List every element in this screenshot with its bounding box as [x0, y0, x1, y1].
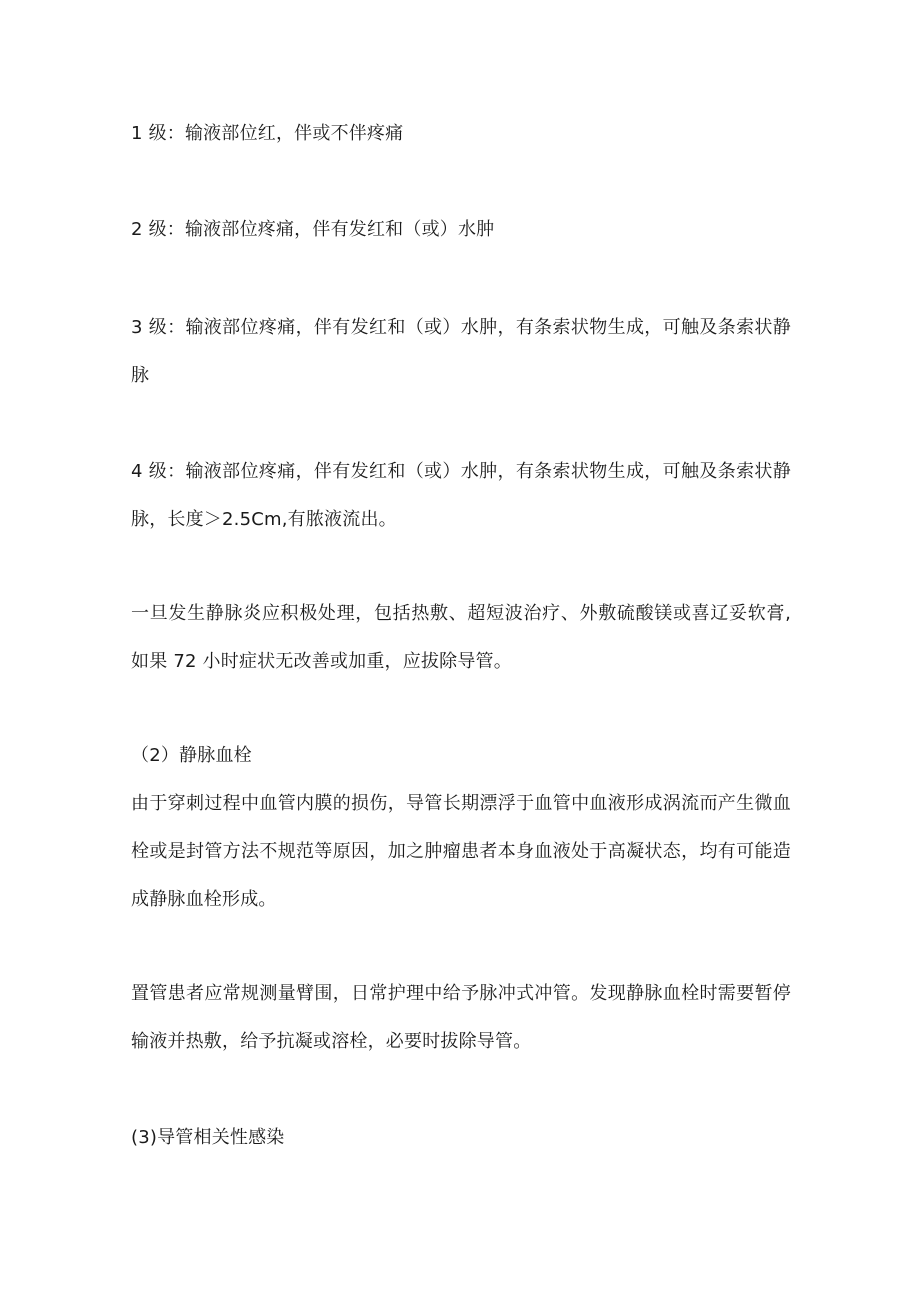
thrombosis-heading [131, 732, 791, 780]
grade-1-paragraph [131, 110, 791, 158]
phlebitis-treatment-line-1: 一旦发生静脉炎应积极处理，包括热敷、超短波治疗、外敷硫酸镁或喜辽妥软膏, [131, 603, 791, 624]
thrombosis-cause-paragraph [131, 780, 791, 924]
thrombosis-cause-line-1: 由于穿刺过程中血管内膜的损伤，导管长期漂浮于血管中血液形成涡流而产生微血 [131, 793, 791, 814]
phlebitis-treatment-paragraph [131, 590, 791, 686]
grade-2-paragraph [131, 206, 791, 254]
grade-4-line-2: 脉，长度＞2.5Cm,有脓液流出。 [131, 509, 397, 530]
infection-heading-text: (3)导管相关性感染 [131, 1127, 285, 1148]
thrombosis-care-paragraph [131, 970, 791, 1066]
grade-3-line-1: 3 级：输液部位疼痛，伴有发红和（或）水肿，有条索状物生成，可触及条索状静 [131, 317, 791, 338]
grade-2-line-1: 2 级：输液部位疼痛，伴有发红和（或）水肿 [131, 219, 495, 240]
grade-4-paragraph [131, 448, 791, 544]
grade-3-paragraph [131, 304, 791, 400]
phlebitis-treatment-line-2: 如果 72 小时症状无改善或加重，应拔除导管。 [131, 651, 512, 672]
thrombosis-care-line-2: 输液并热敷，给予抗凝或溶栓，必要时拔除导管。 [131, 1031, 532, 1052]
infection-heading [131, 1114, 791, 1162]
grade-1-line-1: 1 级：输液部位红，伴或不伴疼痛 [131, 123, 404, 144]
thrombosis-cause-line-2: 栓或是封管方法不规范等原因，加之肿瘤患者本身血液处于高凝状态，均有可能造 [131, 841, 791, 862]
grade-3-line-2: 脉 [131, 365, 150, 386]
thrombosis-heading-text: （2）静脉血栓 [131, 745, 252, 766]
thrombosis-cause-line-3: 成静脉血栓形成。 [131, 889, 277, 910]
thrombosis-care-line-1: 置管患者应常规测量臂围，日常护理中给予脉冲式冲管。发现静脉血栓时需要暂停 [131, 983, 791, 1004]
grade-4-line-1: 4 级：输液部位疼痛，伴有发红和（或）水肿，有条索状物生成，可触及条索状静 [131, 461, 791, 482]
